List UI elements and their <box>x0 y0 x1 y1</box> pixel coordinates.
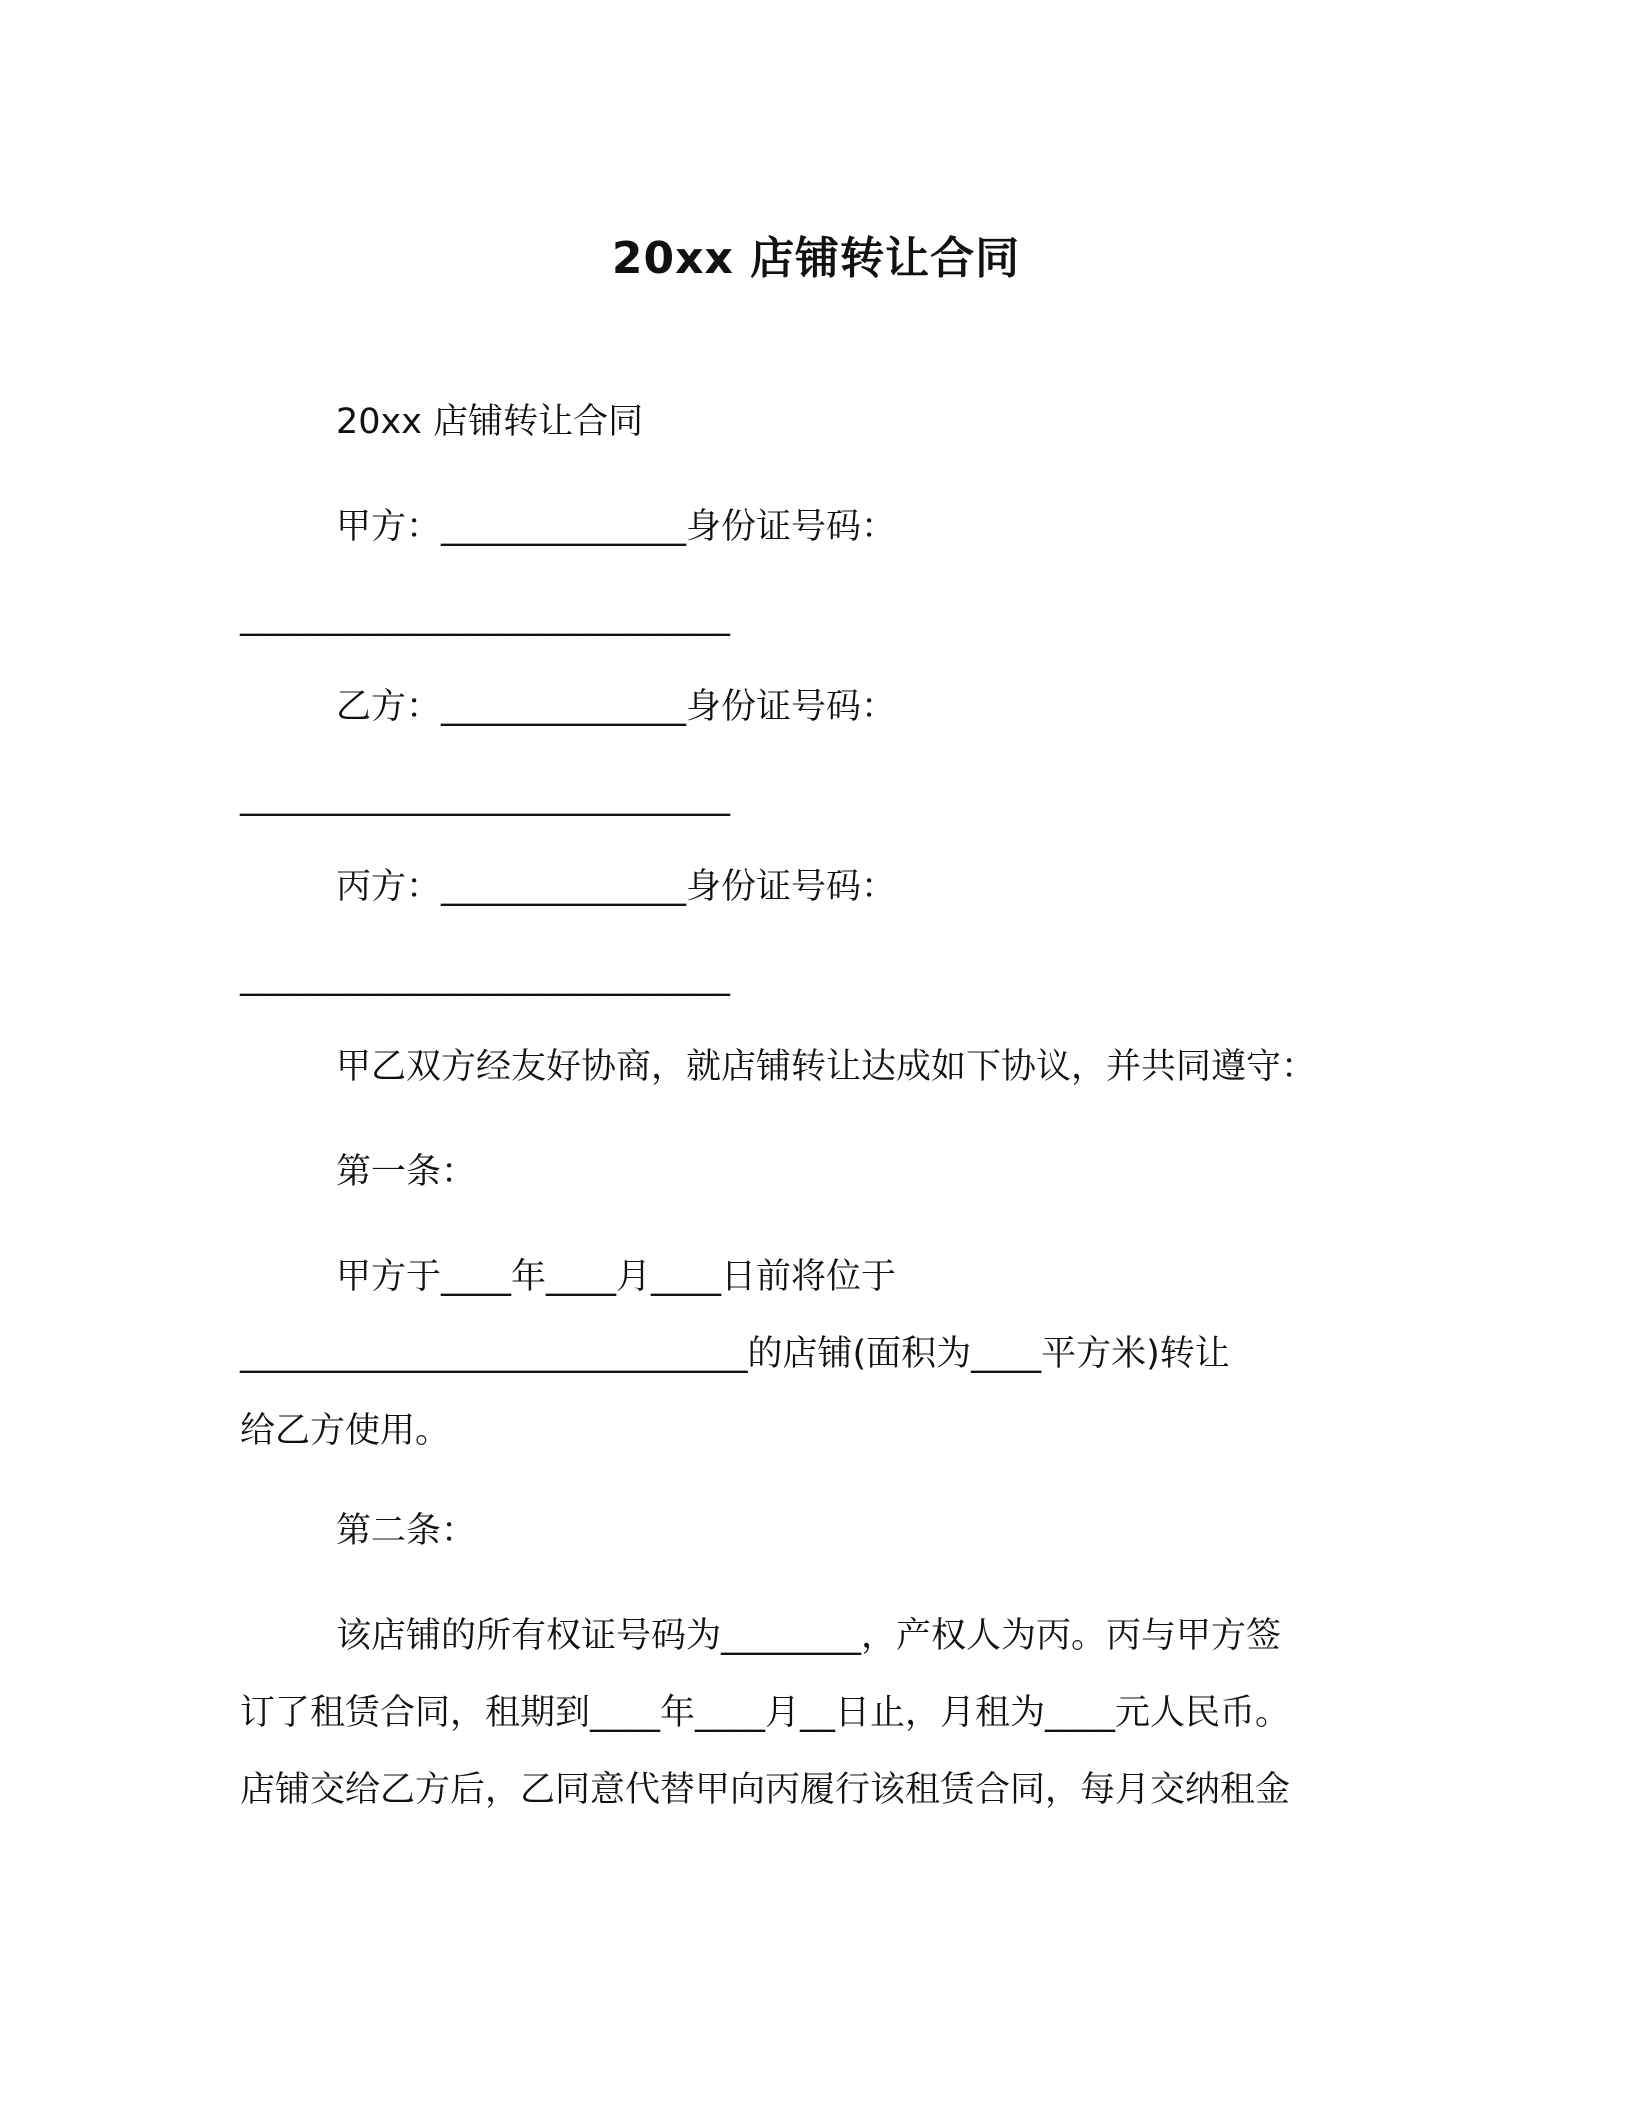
article-1-line-1: 甲方于____年____月____日前将位于 <box>336 1257 897 1297</box>
article-2-line-3: 店铺交给乙方后，乙同意代替甲向丙履行该租赁合同，每月交纳租金 <box>240 1770 1291 1810</box>
article-1-heading: 第一条： <box>336 1152 477 1192</box>
article-2-line-1: 该店铺的所有权证号码为________，产权人为丙。丙与甲方签 <box>336 1616 1282 1656</box>
party-b-line: 乙方：______________身份证号码： <box>336 687 897 727</box>
article-2-heading: 第二条： <box>336 1511 477 1551</box>
document-subtitle: 20xx 店铺转让合同 <box>336 402 644 442</box>
party-a-line: 甲方：______________身份证号码： <box>336 507 897 547</box>
party-b-id-blank: ____________________________ <box>240 777 730 817</box>
party-a-id-blank: ____________________________ <box>240 597 730 637</box>
party-c-id-blank: ____________________________ <box>240 957 730 997</box>
article-1-line-3: 给乙方使用。 <box>240 1411 451 1451</box>
document-title: 20xx 店铺转让合同 <box>611 233 1021 284</box>
article-1-line-2: _____________________________的店铺(面积为____平方米)转让 <box>240 1334 1230 1374</box>
article-2-line-2: 订了租赁合同，租期到____年____月__日止，月租为____元人民币。 <box>240 1693 1291 1733</box>
intro-paragraph: 甲乙双方经友好协商，就店铺转让达成如下协议，并共同遵守： <box>336 1047 1317 1087</box>
party-c-line: 丙方：______________身份证号码： <box>336 867 897 907</box>
